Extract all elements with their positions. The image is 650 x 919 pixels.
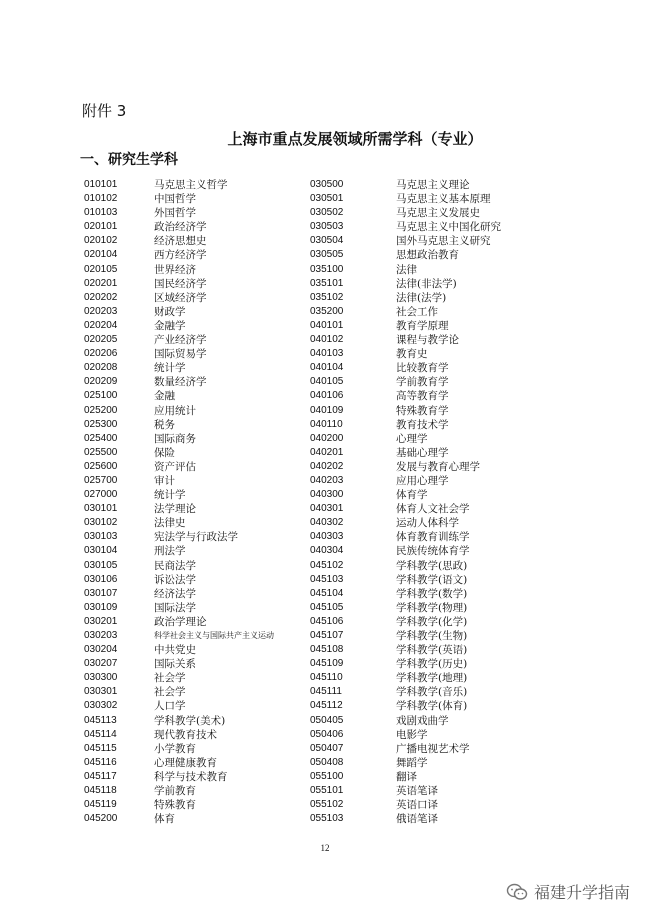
subject-row [310, 488, 501, 502]
subject-row [84, 206, 274, 220]
subject-name: 国际关系 [154, 658, 196, 671]
subject-name: 国际商务 [154, 432, 196, 445]
subject-code: 030104 [84, 545, 118, 557]
subject-row [310, 544, 501, 558]
subject-row [84, 460, 274, 474]
subject-code: 025500 [84, 446, 118, 458]
subject-row [84, 375, 274, 389]
subject-name: 科学与技术教育 [154, 770, 228, 783]
subject-row [84, 488, 274, 502]
subject-name: 学前教育 [154, 785, 196, 798]
subject-name: 政治经济学 [154, 221, 207, 234]
subject-code: 045119 [84, 799, 117, 811]
subject-name: 基础心理学 [396, 446, 449, 459]
subject-code: 045112 [310, 700, 343, 712]
subject-name: 区域经济学 [154, 291, 207, 304]
subject-row [84, 220, 274, 234]
subject-name: 税务 [154, 418, 175, 431]
subject-name: 俄语笔译 [396, 813, 438, 826]
subject-name: 马克思主义理论 [396, 179, 470, 191]
subject-row [310, 263, 501, 277]
subject-row [310, 559, 501, 573]
subject-name: 应用心理学 [396, 474, 449, 487]
subject-code: 025300 [84, 418, 118, 430]
subject-code: 035100 [310, 263, 344, 275]
subject-name: 统计学 [154, 489, 186, 502]
subject-row [84, 192, 274, 206]
subject-name: 学科教学(数学) [396, 587, 468, 600]
subject-row [310, 234, 501, 248]
subject-name: 法律史 [154, 517, 186, 530]
subject-code: 030204 [84, 644, 118, 656]
subject-name: 中共党史 [154, 644, 196, 657]
subject-name: 教育技术学 [396, 418, 449, 431]
subject-name: 学科教学(语文) [396, 573, 468, 586]
subject-code: 020206 [84, 348, 118, 360]
subject-code: 035101 [310, 277, 344, 289]
subject-name: 体育教育训练学 [396, 531, 470, 544]
subject-code: 020101 [84, 221, 118, 233]
subject-code: 030505 [310, 249, 344, 261]
subject-code: 030503 [310, 221, 344, 233]
subject-code: 045113 [84, 714, 117, 726]
subject-name: 保险 [154, 446, 175, 459]
subject-row [84, 812, 274, 826]
subject-code: 045111 [310, 686, 342, 698]
subject-code: 030101 [84, 503, 118, 515]
subject-row [310, 277, 501, 291]
subject-row [84, 333, 274, 347]
subject-name: 金融 [154, 390, 175, 403]
subject-row [310, 206, 501, 220]
subject-name: 特殊教育学 [396, 404, 449, 417]
subject-row [310, 728, 501, 742]
subject-row [310, 756, 501, 770]
subject-name: 社会工作 [396, 305, 438, 318]
subject-row [84, 643, 274, 657]
subject-row [310, 460, 501, 474]
subject-code: 045200 [84, 813, 118, 825]
subject-code: 010101 [84, 179, 118, 190]
subject-code: 040109 [310, 404, 344, 416]
subject-name: 数量经济学 [154, 376, 207, 389]
subject-row [84, 530, 274, 544]
subject-code: 020202 [84, 291, 118, 303]
subject-row [84, 502, 274, 516]
subject-name: 教育史 [396, 348, 428, 361]
subject-row [84, 248, 274, 262]
subject-code: 030105 [84, 559, 118, 571]
subject-row [84, 474, 274, 488]
subject-row [84, 305, 274, 319]
subject-row [310, 347, 501, 361]
subject-code: 010102 [84, 193, 118, 205]
subject-row [310, 404, 501, 418]
subject-name: 外国哲学 [154, 207, 196, 220]
subject-code: 040304 [310, 545, 344, 557]
subject-row [310, 530, 501, 544]
subject-row [84, 291, 274, 305]
subject-name: 产业经济学 [154, 334, 207, 347]
subject-row [310, 742, 501, 756]
subject-code: 020208 [84, 362, 118, 374]
subject-name: 国际法学 [154, 601, 196, 614]
subject-row [84, 319, 274, 333]
subject-row [84, 389, 274, 403]
subject-row [310, 192, 501, 206]
subject-code: 045103 [310, 573, 344, 585]
subject-name: 小学教育 [154, 742, 196, 755]
subject-row [310, 389, 501, 403]
subject-name: 学科教学(化学) [396, 615, 468, 628]
subject-code: 040303 [310, 531, 344, 543]
subject-row [310, 573, 501, 587]
subject-code: 050406 [310, 728, 344, 740]
subject-code: 030300 [84, 672, 118, 684]
subject-row [84, 432, 274, 446]
subject-name: 心理学 [396, 432, 428, 445]
subject-name: 马克思主义基本原理 [396, 193, 491, 206]
subject-code: 025200 [84, 404, 118, 416]
subject-code: 040102 [310, 334, 344, 346]
subject-name: 翻译 [396, 770, 417, 783]
subject-code: 055103 [310, 813, 344, 825]
subject-name: 学科教学(思政) [396, 559, 468, 572]
subject-code: 045109 [310, 658, 344, 670]
subject-code: 040106 [310, 390, 344, 402]
subject-code: 050408 [310, 756, 344, 768]
subject-name: 学科教学(历史) [396, 658, 468, 671]
subject-row [84, 516, 274, 530]
left-subject-column [84, 178, 274, 826]
subject-row [310, 798, 501, 812]
subject-row [310, 248, 501, 262]
subject-code: 020205 [84, 334, 118, 346]
subject-row [84, 671, 274, 685]
subject-name: 中国哲学 [154, 193, 196, 206]
subject-name: 马克思主义发展史 [396, 207, 480, 220]
subject-code: 040101 [310, 319, 344, 331]
subject-row [310, 699, 501, 713]
subject-row [310, 220, 501, 234]
subject-code: 040302 [310, 517, 344, 529]
subject-code: 020203 [84, 305, 118, 317]
subject-code: 045104 [310, 587, 344, 599]
subject-code: 050407 [310, 742, 344, 754]
subject-code: 040200 [310, 432, 344, 444]
subject-row [310, 587, 501, 601]
subject-code: 030302 [84, 700, 118, 712]
subject-row [310, 629, 501, 643]
subject-code: 025600 [84, 460, 118, 472]
subject-row [310, 291, 501, 305]
subject-name: 学前教育学 [396, 376, 449, 389]
wechat-icon [506, 883, 528, 901]
subject-name: 学科教学(生物) [396, 630, 468, 642]
subject-code: 040202 [310, 460, 344, 472]
subject-name: 法律(非法学) [396, 277, 457, 290]
subject-name: 思想政治教育 [396, 249, 459, 262]
subject-name: 金融学 [154, 319, 186, 332]
subject-name: 舞蹈学 [396, 756, 428, 769]
subject-name: 世界经济 [154, 263, 196, 276]
subject-name: 刑法学 [154, 545, 186, 558]
subject-name: 民族传统体育学 [396, 545, 470, 558]
subject-code: 030107 [84, 587, 118, 599]
subject-name: 科学社会主义与国际共产主义运动 [154, 631, 274, 640]
subject-name: 资产评估 [154, 460, 196, 473]
subject-row [84, 178, 274, 192]
subject-name: 学科教学(体育) [396, 700, 468, 713]
subject-row [310, 714, 501, 728]
subject-row [310, 446, 501, 460]
subject-code: 020209 [84, 376, 118, 388]
subject-code: 045105 [310, 601, 344, 613]
subject-code: 040110 [310, 418, 343, 430]
subject-code: 010103 [84, 207, 118, 219]
subject-code: 040105 [310, 376, 344, 388]
subject-name: 审计 [154, 474, 175, 487]
subject-name: 体育 [154, 813, 175, 826]
subject-name: 马克思主义哲学 [154, 179, 228, 191]
subject-code: 030502 [310, 207, 344, 219]
subject-code: 045106 [310, 615, 344, 627]
subject-row [84, 699, 274, 713]
subject-row [84, 573, 274, 587]
subject-code: 020102 [84, 235, 118, 247]
subject-name: 课程与教学论 [396, 334, 459, 347]
subject-row [84, 742, 274, 756]
subject-code: 055101 [310, 785, 344, 797]
subject-code: 030207 [84, 658, 118, 670]
page-number: 12 [320, 843, 330, 853]
subject-name: 学科教学(音乐) [396, 686, 468, 699]
subject-row [310, 671, 501, 685]
subject-code: 035102 [310, 291, 344, 303]
subject-code: 040104 [310, 362, 344, 374]
subject-row [84, 601, 274, 615]
subject-row [84, 446, 274, 460]
subject-code: 045114 [84, 728, 117, 740]
subject-code: 050405 [310, 714, 344, 726]
subject-name: 人口学 [154, 700, 186, 713]
subject-code: 020104 [84, 249, 118, 261]
subject-row [84, 361, 274, 375]
subject-name: 学科教学(美术) [154, 714, 226, 727]
subject-code: 030301 [84, 686, 118, 698]
subject-name: 学科教学(地理) [396, 672, 468, 685]
subject-row [310, 305, 501, 319]
subject-name: 统计学 [154, 362, 186, 375]
subject-name: 运动人体科学 [396, 517, 459, 530]
subject-name: 体育学 [396, 489, 428, 502]
subject-name: 社会学 [154, 686, 186, 699]
subject-code: 035200 [310, 305, 344, 317]
subject-row [84, 263, 274, 277]
subject-name: 政治学理论 [154, 615, 207, 628]
subject-row [84, 615, 274, 629]
subject-row [310, 685, 501, 699]
subject-code: 025400 [84, 432, 118, 444]
subject-name: 戏剧戏曲学 [396, 714, 449, 727]
subject-name: 教育学原理 [396, 319, 449, 332]
subject-code: 030106 [84, 573, 118, 585]
subject-name: 高等教育学 [396, 390, 449, 403]
subject-name: 现代教育技术 [154, 728, 217, 741]
subject-name: 法律(法学) [396, 291, 447, 304]
subject-row [84, 587, 274, 601]
subject-code: 027000 [84, 489, 118, 501]
subject-name: 心理健康教育 [154, 756, 217, 769]
subject-row [84, 277, 274, 291]
subject-row [84, 784, 274, 798]
subject-code: 030203 [84, 630, 118, 641]
subject-code: 020105 [84, 263, 118, 275]
subject-code: 040301 [310, 503, 344, 515]
subject-row [310, 418, 501, 432]
subject-name: 社会学 [154, 672, 186, 685]
subject-code: 030504 [310, 235, 344, 247]
subject-row [310, 601, 501, 615]
subject-row [310, 375, 501, 389]
subject-name: 国际贸易学 [154, 348, 207, 361]
subject-row [84, 756, 274, 770]
subject-name: 英语笔译 [396, 785, 438, 798]
subject-code: 025100 [84, 390, 118, 402]
subject-row [84, 544, 274, 558]
subject-name: 经济法学 [154, 587, 196, 600]
subject-row [84, 404, 274, 418]
subject-row [84, 770, 274, 784]
section-heading: 一、研究生学科 [80, 152, 178, 168]
subject-name: 学科教学(物理) [396, 601, 468, 614]
subject-row [310, 432, 501, 446]
subject-row [310, 784, 501, 798]
subject-row [84, 685, 274, 699]
subject-row [84, 347, 274, 361]
subject-name: 宪法学与行政法学 [154, 531, 238, 544]
subject-row [84, 559, 274, 573]
subject-row [310, 770, 501, 784]
subject-row [310, 516, 501, 530]
subject-row [310, 812, 501, 826]
subject-name: 电影学 [396, 728, 428, 741]
subject-row [310, 333, 501, 347]
subject-name: 特殊教育 [154, 799, 196, 812]
subject-code: 030102 [84, 517, 118, 529]
subject-name: 经济思想史 [154, 235, 207, 248]
subject-code: 020204 [84, 319, 118, 331]
subject-row [84, 629, 274, 643]
subject-name: 体育人文社会学 [396, 503, 470, 516]
attachment-label: 附件 3 [82, 102, 127, 120]
subject-code: 030500 [310, 179, 344, 190]
subject-name: 法律 [396, 263, 417, 276]
subject-row [84, 728, 274, 742]
subject-row [310, 178, 501, 192]
subject-row [84, 418, 274, 432]
subject-name: 发展与教育心理学 [396, 460, 480, 473]
subject-code: 045102 [310, 559, 344, 571]
subject-code: 040300 [310, 489, 344, 501]
subject-row [84, 234, 274, 248]
subject-code: 030201 [84, 615, 118, 627]
subject-name: 法学理论 [154, 503, 196, 516]
subject-code: 030103 [84, 531, 118, 543]
subject-row [310, 474, 501, 488]
subject-name: 马克思主义中国化研究 [396, 221, 501, 234]
subject-code: 025700 [84, 474, 118, 486]
subject-row [310, 361, 501, 375]
subject-name: 学科教学(英语) [396, 644, 468, 657]
subject-row [84, 798, 274, 812]
subject-name: 应用统计 [154, 404, 196, 417]
right-subject-column [310, 178, 501, 826]
subject-code: 045107 [310, 630, 344, 641]
subject-code: 045117 [84, 770, 117, 782]
watermark-text: 福建升学指南 [533, 883, 630, 902]
subject-code: 045108 [310, 644, 344, 656]
subject-code: 045116 [84, 756, 117, 768]
subject-name: 比较教育学 [396, 362, 449, 375]
subject-code: 045115 [84, 742, 117, 754]
subject-name: 民商法学 [154, 559, 196, 572]
subject-code: 045118 [84, 785, 117, 797]
subject-name: 国外马克思主义研究 [396, 235, 491, 248]
subject-row [310, 643, 501, 657]
watermark [506, 880, 630, 903]
subject-name: 诉讼法学 [154, 573, 196, 586]
subject-name: 财政学 [154, 305, 186, 318]
subject-name: 国民经济学 [154, 277, 207, 290]
subject-row [310, 502, 501, 516]
subject-row [310, 615, 501, 629]
subject-row [84, 657, 274, 671]
subject-code: 030501 [310, 193, 344, 205]
subject-name: 英语口译 [396, 799, 438, 812]
subject-code: 030109 [84, 601, 118, 613]
subject-code: 055102 [310, 799, 344, 811]
subject-name: 西方经济学 [154, 249, 207, 262]
subject-code: 040103 [310, 348, 344, 360]
subject-row [84, 714, 274, 728]
subject-code: 040203 [310, 474, 344, 486]
subject-code: 045110 [310, 672, 343, 684]
subject-code: 020201 [84, 277, 118, 289]
page-title: 上海市重点发展领域所需学科（专业） [227, 130, 483, 148]
subject-code: 040201 [310, 446, 344, 458]
subject-code: 055100 [310, 770, 344, 782]
subject-name: 广播电视艺术学 [396, 742, 470, 755]
subject-row [310, 319, 501, 333]
subject-row [310, 657, 501, 671]
